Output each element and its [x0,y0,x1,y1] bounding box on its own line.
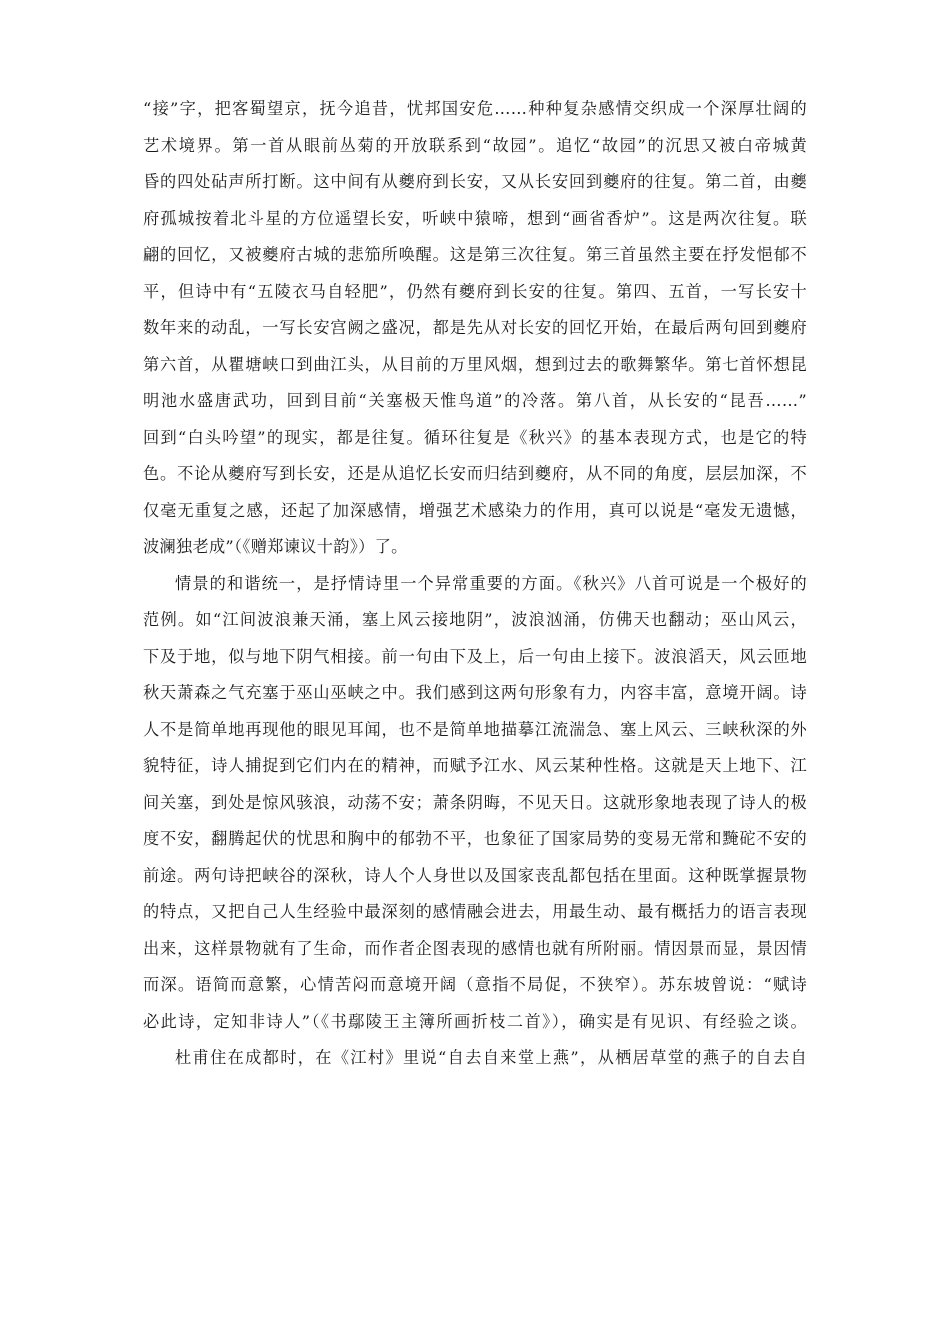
text-line: 必此诗，定知非诗人”（《书鄢陵王主簿所画折枝二首》），确实是有见识、有经验之谈。 [143,1011,807,1031]
text-line: 间关塞，到处是惊风骇浪，动荡不安；萧条阴晦，不见天日。这就形象地表现了诗人的极 [143,792,807,812]
text-line: 貌特征，诗人捕捉到它们内在的精神，而赋予江水、风云某种性格。这就是天上地下、江 [143,756,807,775]
text-line: 翩的回忆，又被夔府古城的悲笳所唤醒。这是第三次往复。第三首虽然主要在抒发悒郁不 [143,245,807,264]
paragraph-1 [143,91,807,566]
text-line: 人不是简单地再现他的眼见耳闻，也不是简单地描摹江流湍急、塞上风云、三峡秋深的外 [143,719,807,739]
text-line: 范例。如“江间波浪兼天涌，塞上风云接地阴”，波浪汹涌，仿佛天也翻动；巫山风云， [143,610,807,629]
text-line: 色。不论从夔府写到长安，还是从追忆长安而归结到夔府，从不同的角度，层层加深，不 [143,464,807,483]
text-line: 艺术境界。第一首从眼前丛菊的开放联系到“故园”。追忆“故园”的沉思又被白帝城黄 [143,135,807,155]
text-line: 数年来的动乱，一写长安宫阙之盛况，都是先从对长安的回忆开始，在最后两句回到夔府 [143,318,807,337]
text-line: 明池水盛唐武功，回到目前“关塞极天惟鸟道”的冷落。第八首，从长安的“昆吾……” [143,391,807,410]
text-line: 杜甫住在成都时，在《江村》里说“自去自来堂上燕”，从栖居草堂的燕子的自去自 [175,1048,807,1067]
text-line: 第六首，从瞿塘峡口到曲江头，从目前的万里风烟，想到过去的歌舞繁华。第七首怀想昆 [143,354,807,374]
paragraph-2 [143,566,807,1041]
text-line: 的特点，又把自己人生经验中最深刻的感情融会进去，用最生动、最有概括力的语言表现 [143,902,807,921]
text-line: 下及于地，似与地下阴气相接。前一句由下及上，后一句由上接下。波浪滔天，风云匝地 [143,646,807,666]
text-line: 秋天萧森之气充塞于巫山巫峡之中。我们感到这两句形象有力，内容丰富，意境开阔。诗 [143,683,807,702]
text-line: 而深。语简而意繁，心情苦闷而意境开阔（意指不局促，不狭窄）。苏东坡曾说：“赋诗 [143,975,807,994]
paragraph-3 [143,1040,807,1077]
text-line: 情景的和谐统一，是抒情诗里一个异常重要的方面。《秋兴》八首可说是一个极好的 [175,573,807,593]
text-line: “接”字，把客蜀望京，抚今追昔，忧邦国安危……种种复杂感情交织成一个深厚壮阔的 [143,99,807,118]
text-line: 波澜独老成”（《赠郑谏议十韵》）了。 [143,537,408,556]
text-line: 度不安，翻腾起伏的忧思和胸中的郁勃不平，也象征了国家局势的变易无常和黤砣不安的 [143,829,807,848]
document-body [143,91,807,1077]
text-line: 出来，这样景物就有了生命，而作者企图表现的感情也就有所附丽。情因景而显，景因情 [143,938,807,958]
text-line: 回到“白头吟望”的现实，都是往复。循环往复是《秋兴》的基本表现方式，也是它的特 [143,427,807,447]
text-line: 前途。两句诗把峡谷的深秋，诗人个人身世以及国家丧乱都包括在里面。这种既掌握景物 [143,865,807,885]
text-line: 昏的四处砧声所打断。这中间有从夔府到长安，又从长安回到夔府的往复。第二首，由夔 [143,172,807,191]
text-line: 府孤城按着北斗星的方位遥望长安，听峡中猿啼，想到“画省香炉”。这是两次往复。联 [143,208,807,228]
text-line: 仅毫无重复之感，还起了加深感情，增强艺术感染力的作用，真可以说是“毫发无遗憾， [143,500,807,520]
text-line: 平，但诗中有“五陵衣马自轻肥”，仍然有夔府到长安的往复。第四、五首，一写长安十 [143,281,807,301]
